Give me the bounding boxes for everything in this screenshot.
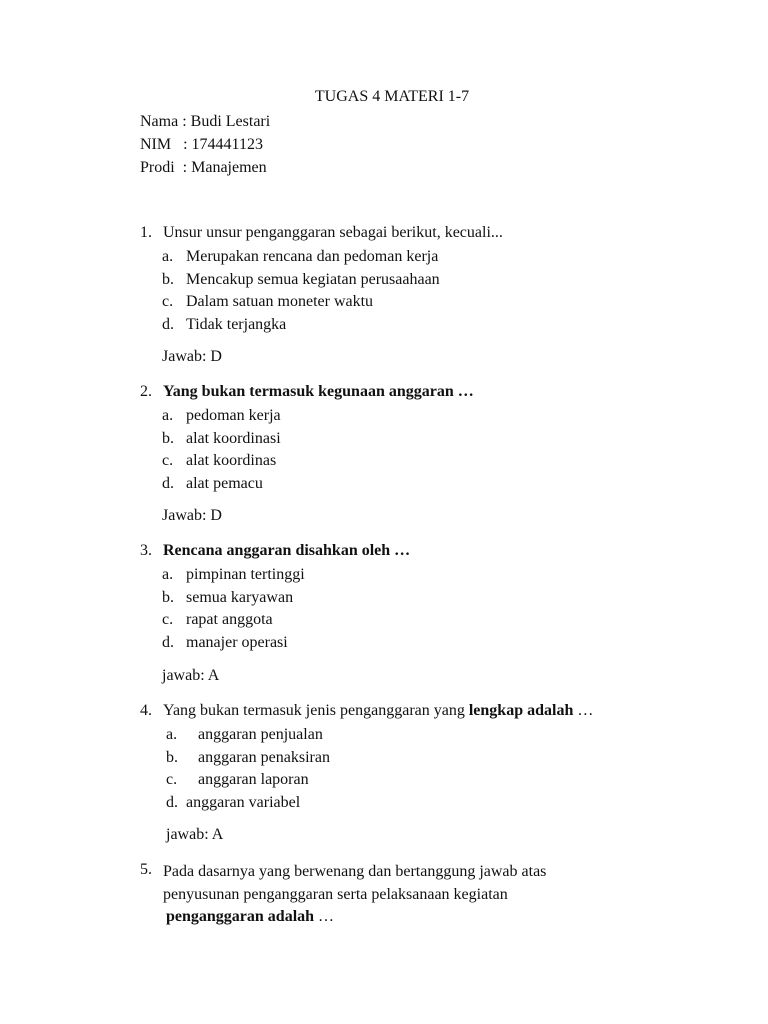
- option-letter: b.: [162, 429, 174, 447]
- option-text: alat koordinasi: [186, 429, 281, 447]
- option-text: anggaran laporan: [198, 771, 309, 789]
- question-text-line: [163, 906, 546, 929]
- option-text: Tidak terjangka: [186, 316, 287, 334]
- option-letter: a.: [162, 407, 174, 424]
- option-letter: d.: [166, 794, 178, 812]
- option-text: Mencakup semua kegiatan perusaahaan: [186, 270, 440, 288]
- question-text: Unsur unsur penganggaran sebagai berikut, kecuali...: [163, 224, 503, 241]
- question-number: 4.: [140, 702, 152, 719]
- question-text-tail: …: [314, 908, 335, 925]
- document-title: TUGAS 4 MATERI 1-7: [314, 88, 470, 105]
- question-number: 2.: [140, 383, 152, 400]
- option-letter: a.: [162, 566, 174, 583]
- option-letter: c.: [166, 771, 178, 789]
- option-text: manajer operasi: [186, 634, 288, 652]
- question-text-line: Pada dasarnya yang berwenang dan bertanggung jawab atas: [163, 863, 547, 880]
- question-2-answer: Jawab: D: [162, 507, 222, 524]
- student-nim: NIM : 174441123: [140, 136, 263, 153]
- option-text: anggaran penjualan: [198, 726, 323, 743]
- option-letter: c.: [162, 293, 174, 311]
- question-text: [163, 702, 593, 720]
- option-text: alat pemacu: [186, 475, 263, 493]
- option-text: Merupakan rencana dan pedoman kerja: [186, 248, 439, 265]
- option-letter: d.: [162, 634, 174, 652]
- question-number: 1.: [140, 224, 152, 241]
- option-text: pimpinan tertinggi: [186, 566, 305, 583]
- question-1-answer: Jawab: D: [162, 348, 222, 365]
- option-text: semua karyawan: [186, 588, 294, 606]
- question-text-tail: …: [573, 702, 594, 719]
- option-letter: b.: [166, 748, 178, 766]
- question-text: Rencana anggaran disahkan oleh …: [163, 542, 411, 559]
- option-letter: a.: [166, 726, 178, 743]
- question-number: 5.: [140, 861, 152, 878]
- question-4-answer: jawab: A: [166, 826, 224, 843]
- question-text-bold: penganggaran adalah: [166, 908, 315, 925]
- question-number: 3.: [140, 542, 152, 559]
- question-text-bold: lengkap adalah: [468, 702, 574, 719]
- option-text: pedoman kerja: [186, 407, 281, 424]
- question-3-answer: jawab: A: [162, 667, 220, 684]
- question-text-line: penyusunan penganggaran serta pelaksanaan kegiatan: [163, 885, 508, 903]
- option-letter: c.: [162, 452, 174, 470]
- student-info: [140, 110, 270, 179]
- option-letter: d.: [162, 475, 174, 493]
- question-text: Yang bukan termasuk kegunaan anggaran …: [163, 383, 474, 400]
- option-text: anggaran variabel: [186, 794, 301, 812]
- option-letter: b.: [162, 588, 174, 606]
- question-text: [163, 861, 546, 929]
- option-text: rapat anggota: [186, 611, 273, 629]
- option-letter: c.: [162, 611, 174, 629]
- option-text: alat koordinas: [186, 452, 277, 470]
- option-text: anggaran penaksiran: [198, 748, 330, 766]
- option-letter: d.: [162, 316, 174, 334]
- option-letter: a.: [162, 248, 174, 265]
- question-text-plain: Yang bukan termasuk jenis penganggaran yang: [163, 702, 469, 719]
- student-prodi: Prodi : Manajemen: [140, 159, 267, 176]
- option-letter: b.: [162, 270, 174, 288]
- student-name: Nama : Budi Lestari: [140, 113, 271, 130]
- option-text: Dalam satuan moneter waktu: [186, 293, 374, 311]
